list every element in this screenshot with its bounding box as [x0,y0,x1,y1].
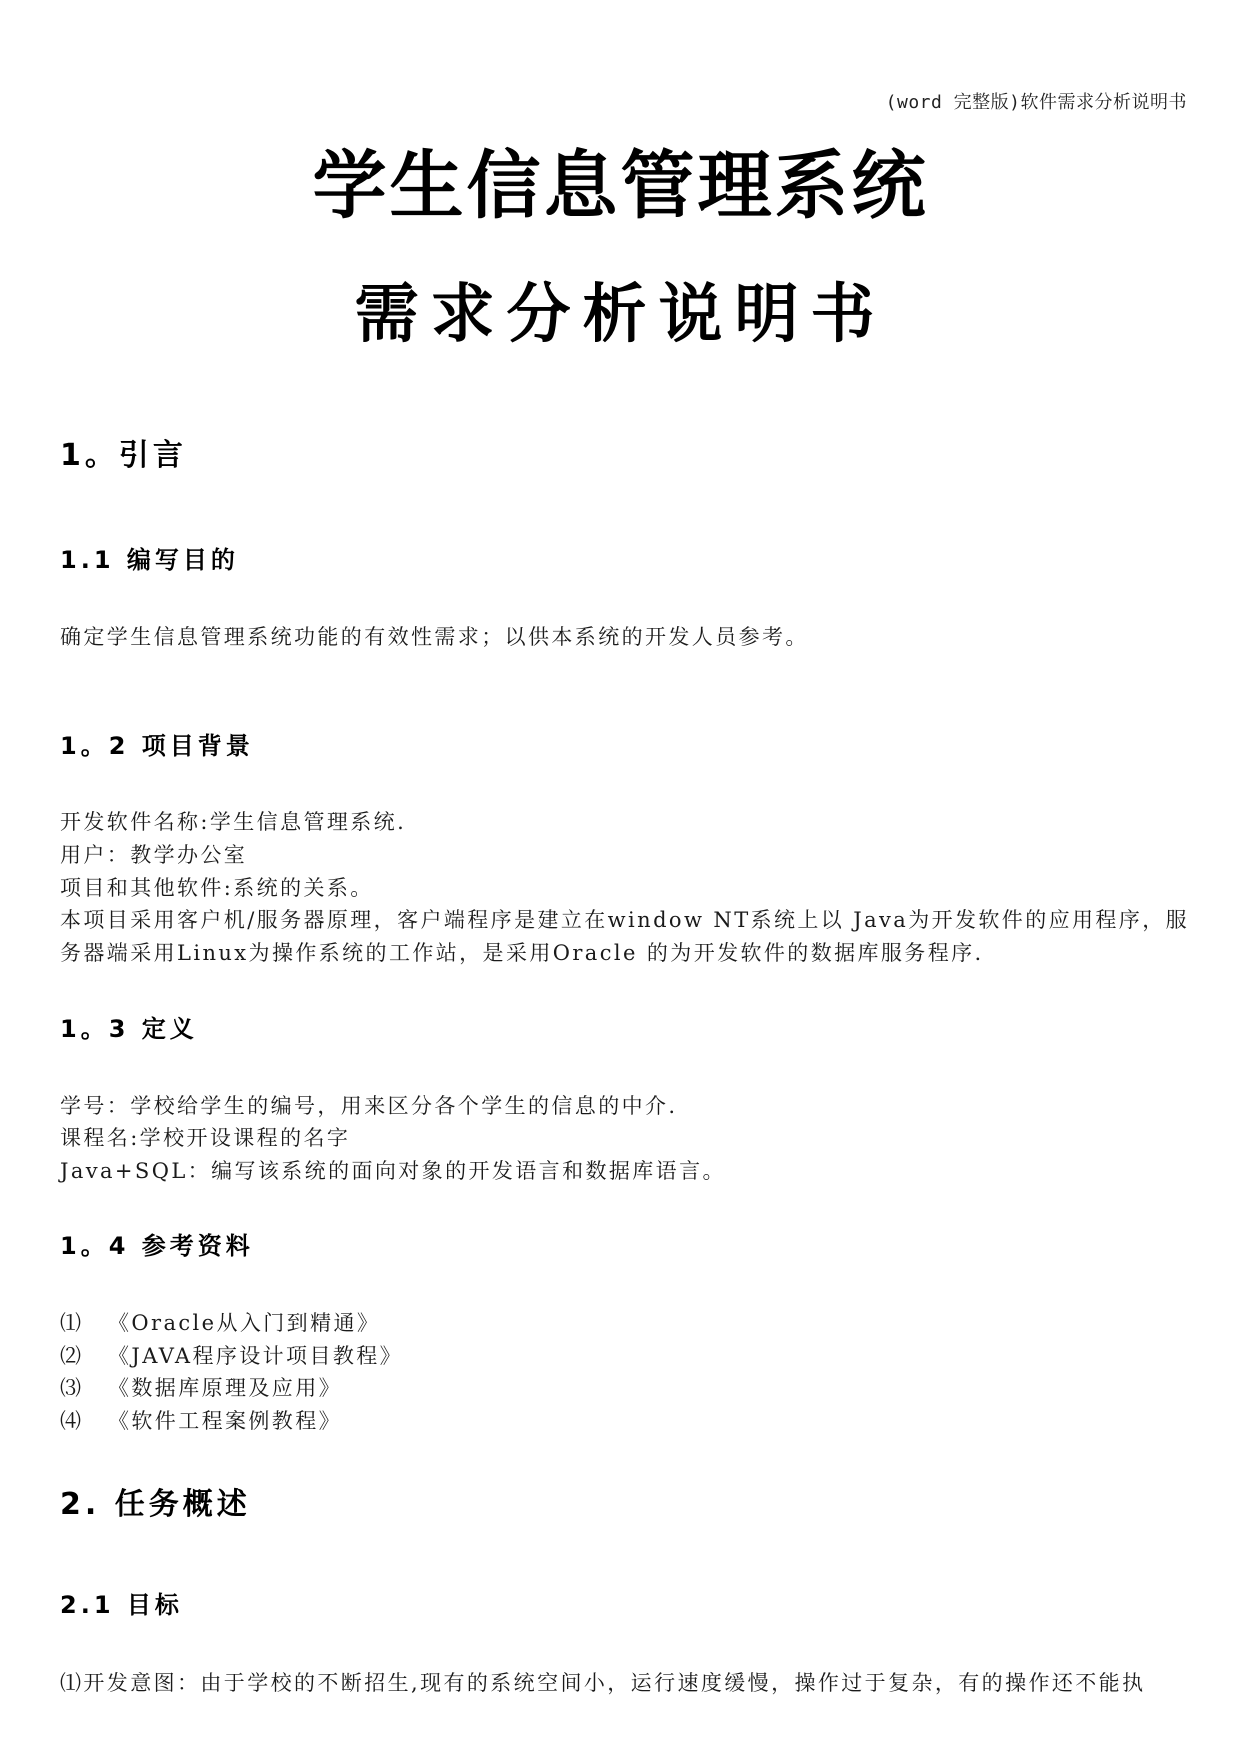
paragraph-line: ⑴开发意图：由于学校的不断招生,现有的系统空间小，运行速度缓慢，操作过于复杂，有的操作还不能执 [60,1671,1146,1695]
subsection-heading-purpose: 1.1 编写目的 [60,546,239,574]
reference-title: 《Oracle从入门到精通》 [108,1311,381,1335]
reference-title: 《数据库原理及应用》 [108,1376,342,1400]
reference-number: ⑶ [60,1376,84,1400]
definition-line: 课程名:学校开设课程的名字 [60,1126,351,1150]
reference-number: ⑷ [60,1409,84,1433]
paragraph-line: 本项目采用客户机/服务器原理，客户端程序是建立在window NT系统上以 Java为开发软件的应用程序，服 [60,908,1190,932]
reference-title: 《JAVA程序设计项目教程》 [108,1344,404,1368]
paragraph-line: 务器端采用Linux为操作系统的工作站，是采用Oracle 的为开发软件的数据库服务程序. [60,941,984,965]
reference-title: 《软件工程案例教程》 [108,1409,342,1433]
paragraph-line: 开发软件名称:学生信息管理系统. [60,810,407,834]
subsection-heading-definitions: 1。3 定义 [60,1015,198,1043]
section-heading-introduction: 1。引言 [60,438,187,473]
reference-item [60,1340,403,1372]
paragraph-line: 用户：教学办公室 [60,843,248,867]
subsection-heading-references: 1。4 参考资料 [60,1232,254,1260]
definition-line: Java+SQL：编写该系统的面向对象的开发语言和数据库语言。 [60,1159,726,1183]
paragraph-line: 项目和其他软件:系统的关系。 [60,876,374,900]
document-title: 学生信息管理系统 [312,143,929,229]
subsection-heading-background: 1。2 项目背景 [60,732,254,760]
running-header-title: (word 完整版)软件需求分析说明书 [885,92,1187,113]
section-heading-task-overview: 2. 任务概述 [60,1487,251,1522]
reference-item [60,1307,380,1339]
document-subtitle: 需求分析说明书 [354,277,887,352]
reference-item [60,1372,342,1404]
reference-number: ⑵ [60,1344,84,1368]
reference-number: ⑴ [60,1311,84,1335]
reference-item [60,1405,342,1437]
paragraph-line: 确定学生信息管理系统功能的有效性需求；以供本系统的开发人员参考。 [60,625,809,649]
definition-line: 学号：学校给学生的编号，用来区分各个学生的信息的中介. [60,1094,678,1118]
subsection-heading-goals: 2.1 目标 [60,1591,183,1619]
